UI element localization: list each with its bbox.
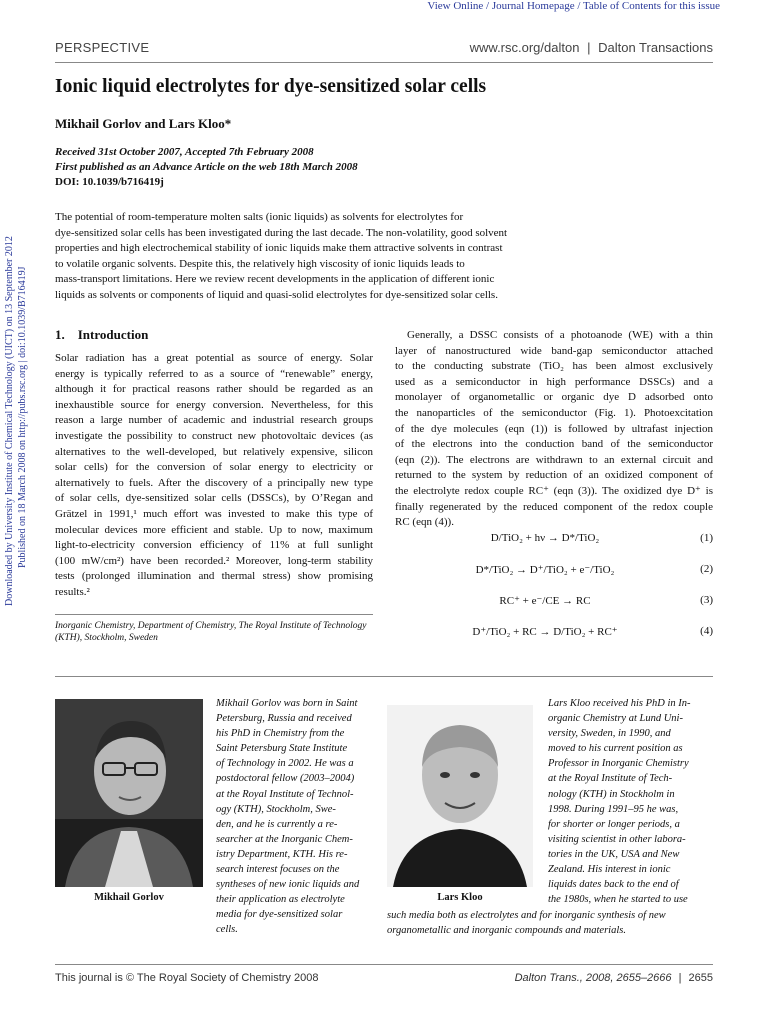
top-links: [427, 0, 720, 12]
text-line: used as a semiconductor in high performance DSSCs) and a: [395, 375, 713, 388]
bio-line: ogy (KTH), Stockholm, Swe-: [216, 803, 336, 815]
text-line: although it for practical reasons rather should be regarded as an: [55, 383, 373, 396]
text-line: monolayer of organometallic or organic dye D adsorbed onto: [395, 391, 713, 404]
journal-name: Dalton Transactions: [598, 40, 713, 55]
citation: Dalton Trans., 2008, 2655–2666: [514, 972, 672, 984]
text-line: the nanoparticles of the semiconductor (Fig. 1). Photoexcitation: [395, 406, 713, 419]
bio-line: media for dye-sensitized solar: [216, 909, 343, 921]
section-label: PERSPECTIVE: [55, 40, 150, 55]
bio-line: istry Department, KTH. His re-: [216, 848, 348, 860]
kloo-photo: [387, 705, 533, 887]
published-notice: [17, 266, 31, 928]
published-date: First published as an Advance Article on the web 18th March 2008: [55, 161, 358, 173]
equation-expression: D*/TiO₂ → D⁺/TiO₂ + e⁻/TiO₂: [475, 564, 615, 576]
affiliation: Inorganic Chemistry, Department of Chemistry, The Royal Institute of Technology (KTH), Stockholm, Sweden: [55, 621, 367, 643]
bio-line: search interest focuses on the: [216, 864, 340, 876]
table-of-contents-link[interactable]: Table of Contents for this issue: [582, 0, 720, 12]
bio-line: versity, Sweden, in 1990, and: [548, 728, 671, 740]
bio-line: such media both as electrolytes and for inorganic synthesis of new: [387, 910, 666, 921]
equation-expression: RC⁺ + e⁻/CE → RC: [499, 595, 591, 607]
page-footer: [515, 972, 713, 984]
bio-line: liquids dates back to the end of: [548, 879, 679, 891]
bio-line: the 1980s, when he started to use: [548, 894, 688, 906]
header-separator: |: [587, 40, 591, 55]
portrait-image: [387, 705, 533, 887]
text-line: tests (prolonged illumination and thermal stress) show promising: [55, 570, 373, 583]
text-line: reason a large number of academic and industrial research groups: [55, 414, 373, 427]
text-line: (100 mW/cm²) have been recorded.² Moreover, long-term stability: [55, 554, 373, 567]
download-notice: [4, 236, 18, 1006]
header-rule: [55, 62, 713, 63]
page-number: 2655: [688, 972, 713, 984]
kloo-biography-continued: [387, 908, 713, 938]
text-line: to the conducting substrate (TiO₂ has been almost exclusively: [395, 360, 713, 373]
article-title: Ionic liquid electrolytes for dye-sensitized solar cells: [55, 76, 487, 97]
intro-right-column: [395, 328, 713, 531]
text-line: (eqn (2)). The electrons are withdrawn to an external circuit and: [395, 453, 713, 466]
text-line: solar cells) for the conversion of solar energy to electricity or: [55, 461, 373, 474]
received-date: Received 31st October 2007, Accepted 7th February 2008: [55, 146, 314, 158]
bio-line: at the Royal Institute of Tech-: [548, 773, 673, 785]
equation-2: [395, 563, 713, 579]
journal-homepage-link[interactable]: Journal Homepage: [491, 0, 575, 12]
text-line: RC (eqn (4)).: [395, 516, 454, 529]
footer-rule: [55, 964, 713, 965]
bio-line: organometallic and inorganic compounds and materials.: [387, 925, 626, 937]
equation-number: (4): [700, 625, 713, 637]
abstract-line: properties and high electrochemical stability of ionic liquids make them attractive solvents in contrast: [55, 242, 503, 255]
abstract-line: mass-transport limitations. Here we review recent developments in the application of different ionic: [55, 273, 495, 286]
text-line: of the electrons into the conduction band of the semiconductor: [395, 438, 713, 451]
footer-separator: |: [678, 972, 682, 984]
equation-number: (2): [700, 563, 713, 575]
bio-line: visiting scientist in other labora-: [548, 833, 686, 845]
bio-line: organic Chemistry at Lund Uni-: [548, 713, 683, 725]
link-separator: /: [574, 0, 583, 12]
text-line: Solar radiation has a great potential as source of energy. Solar: [55, 352, 373, 364]
journal-url-link[interactable]: www.rsc.org/dalton: [469, 40, 580, 55]
copyright-notice: This journal is © The Royal Society of Chemistry 2008: [55, 972, 319, 984]
text-line: finally regenerated by the reduced component of the redox couple: [395, 500, 713, 513]
kloo-biography: [548, 696, 713, 907]
text-line: alternatively to fuels. After the discovery of a principally new type: [55, 476, 373, 489]
bio-line: tories in the UK, USA and New: [548, 848, 680, 860]
bio-line: Lars Kloo received his PhD in In-: [548, 698, 691, 709]
bio-line: Petersburg, Russia and received: [216, 713, 352, 725]
bio-line: searcher at the Inorganic Chem-: [216, 833, 353, 845]
kloo-caption: Lars Kloo: [437, 892, 483, 903]
text-line: results.²: [55, 585, 90, 598]
equation-expression: D⁺/TiO₂ + RC → D/TiO₂ + RC⁺: [472, 626, 618, 638]
abstract: [55, 210, 555, 304]
journal-header: [470, 40, 713, 55]
download-notice-line[interactable]: Downloaded by University Institute of Chemical Technology (UICT) on 13 September 2012: [4, 236, 15, 606]
bio-line: syntheses of new ionic liquids and: [216, 879, 360, 891]
affiliation-rule: [55, 614, 373, 615]
equation-number: (1): [700, 532, 713, 544]
intro-left-column: [55, 351, 373, 601]
bio-line: den, and he is currently a re-: [216, 818, 338, 830]
gorlov-photo: [55, 699, 203, 887]
bio-line: of Technology in 2002. He was a: [216, 758, 354, 770]
bio-line: Mikhail Gorlov was born in Saint: [216, 698, 358, 709]
text-line: of solar cells, dye-sensitized solar cells (DSSCs), by O’Regan and: [55, 492, 373, 505]
equation-3: [395, 594, 713, 610]
equation-number: (3): [700, 594, 713, 606]
text-line: the electrolyte redox couple RC⁺ (eqn (3)). The oxidized dye D⁺ is: [395, 484, 713, 497]
bio-line: nology (KTH) in Stockholm in: [548, 788, 675, 800]
bio-line: moved to his current position as: [548, 743, 683, 755]
equation-4: [395, 625, 713, 641]
bio-line: Zealand. His interest in ionic: [548, 864, 671, 876]
bio-line: his PhD in Chemistry from the: [216, 728, 345, 740]
bio-line: Professor in Inorganic Chemistry: [548, 758, 689, 770]
equation-expression: D/TiO₂ + hν → D*/TiO₂: [490, 532, 600, 544]
doi[interactable]: DOI: 10.1039/b716419j: [55, 176, 164, 188]
bio-line: their application as electrolyte: [216, 894, 345, 906]
view-online-link[interactable]: View Online: [427, 0, 484, 12]
bio-line: Saint Petersburg State Institute: [216, 743, 348, 755]
text-line: inexhaustible source for energy conversion. Nevertheless, for this: [55, 398, 373, 411]
biography-rule: [55, 676, 713, 677]
abstract-line: liquids as solvents or components of liquid and quasi-solid electrolytes for dye-sensitized solar cells.: [55, 288, 498, 301]
text-line: investigate the possibility to construct new photovoltaic devices (as: [55, 429, 373, 442]
text-line: layer of nanostructured wide band-gap semiconductor attached: [395, 344, 713, 357]
bio-line: for shorter or longer periods, a: [548, 818, 680, 830]
abstract-line: The potential of room-temperature molten salts (ionic liquids) as solvents for electrolytes for: [55, 211, 464, 223]
gorlov-biography: [216, 696, 373, 938]
text-line: Grätzel in 1991,¹ much effort was invested to make this type of: [55, 507, 373, 520]
abstract-line: dye-sensitized solar cells has been investigated during the last decade. The non-volatility, good solvent: [55, 226, 508, 239]
section-heading: 1. Introduction: [55, 327, 149, 342]
bio-line: at the Royal Institute of Technol-: [216, 788, 354, 800]
abstract-line: to volatile organic solvents. Despite this, the relatively high viscosity of ionic liquids leads to: [55, 257, 465, 270]
portrait-image: [55, 699, 203, 887]
text-line: molecular devices more efficient and stable. Up to now, maximum: [55, 523, 373, 536]
equation-1: [395, 532, 713, 548]
text-line: Generally, a DSSC consists of a photoanode (WE) with a thin: [407, 329, 713, 341]
text-line: alternatives to the well-developed, but relatively expensive, silicon: [55, 445, 373, 458]
text-line: light-to-electricity conversion efficiency of 11% at full sunlight: [55, 539, 373, 552]
bio-line: postdoctoral fellow (2003–2004): [216, 773, 355, 785]
bio-line: 1998. During 1991–95 he was,: [548, 803, 679, 815]
article-dates: [55, 145, 358, 190]
text-line: returned to the system by reduction of an oxidized component of: [395, 469, 713, 482]
published-notice-line[interactable]: Published on 18 March 2008 on http://pubs.rsc.org | doi:10.1039/B716419J: [17, 266, 28, 568]
gorlov-caption: Mikhail Gorlov: [94, 892, 164, 903]
link-separator: /: [483, 0, 492, 12]
article-authors: Mikhail Gorlov and Lars Kloo*: [55, 116, 232, 131]
text-line: of the dye molecules (eqn (1)) is followed by ultrafast injection: [395, 422, 713, 435]
text-line: energy is typically referred to as a source of “renewable” energy,: [55, 367, 373, 380]
bio-line: cells.: [216, 924, 238, 936]
